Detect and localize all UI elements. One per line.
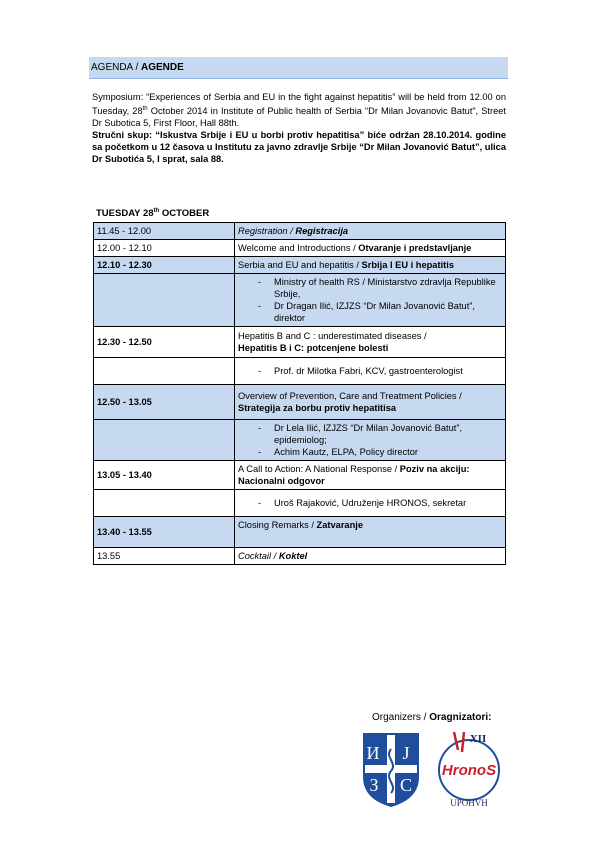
speaker-item: - Dr Lela Ilić, IZJZS “Dr Milan Jovanović Batut”, epidemiolog; bbox=[238, 422, 502, 446]
logo2-bottom-text: UPOHVH bbox=[450, 798, 488, 808]
time-cell-empty bbox=[94, 274, 235, 327]
time-cell: 12.50 - 13.05 bbox=[94, 385, 235, 420]
table-row bbox=[94, 461, 506, 490]
time-cell: 12.30 - 12.50 bbox=[94, 327, 235, 358]
session-cell: Registration / Registracija bbox=[235, 223, 506, 240]
table-row bbox=[94, 240, 506, 257]
speaker-item: - Dr Dragan Ilić, IZJZS “Dr Milan Jovanović Batut”, direktor bbox=[238, 300, 502, 324]
time-cell-empty bbox=[94, 420, 235, 461]
time-cell: 13.55 bbox=[94, 548, 235, 565]
organizers-label: Organizers / Oragnizatori: bbox=[372, 712, 492, 723]
session-cell: Hepatitis B and C : underestimated diseases / Hepatitis B i C: potcenjene bolesti bbox=[235, 327, 506, 358]
session-cell: Serbia and EU and hepatitis / Srbija I EU i hepatitis bbox=[235, 257, 506, 274]
intro-sr: Stručni skup: “Iskustva Srbije i EU u borbi protiv hepatitisa” biće održan 28.10.2014. godine sa početkom u 12 časova u Institutu za javno zdravlje Srbije “Dr Milan Jovanović Batut”, ulica Dr Subotića 5, I sprat, sala 88. bbox=[92, 130, 506, 165]
table-row bbox=[94, 420, 506, 461]
time-cell-empty bbox=[94, 490, 235, 517]
speakers-cell bbox=[235, 420, 506, 461]
izjzs-logo bbox=[359, 729, 423, 809]
table-row bbox=[94, 385, 506, 420]
hronos-logo bbox=[428, 728, 510, 810]
speaker-item: - Prof. dr Milotka Fabri, KCV, gastroenterologist bbox=[238, 365, 502, 377]
table-row bbox=[94, 517, 506, 548]
logo-letter: И bbox=[366, 743, 380, 763]
time-cell: 13.05 - 13.40 bbox=[94, 461, 235, 490]
logo-letter: Ј bbox=[402, 743, 410, 763]
logo-letter: З bbox=[369, 775, 379, 795]
speakers-cell bbox=[235, 358, 506, 385]
session-cell: Welcome and Introductions / Otvaranje i predstavljanje bbox=[235, 240, 506, 257]
session-cell: A Call to Action: A National Response / Poziv na akciju: Nacionalni odgovor bbox=[235, 461, 506, 490]
speaker-item: - Ministry of health RS / Ministarstvo zdravlja Republike Srbije, bbox=[238, 276, 502, 300]
time-cell: 12.10 - 12.30 bbox=[94, 257, 235, 274]
time-cell: 12.00 - 12.10 bbox=[94, 240, 235, 257]
time-cell: 13.40 - 13.55 bbox=[94, 517, 235, 548]
logo-letter: С bbox=[399, 775, 413, 795]
table-row bbox=[94, 274, 506, 327]
agenda-title-en: AGENDA / bbox=[91, 62, 142, 73]
logo2-name-text: HronoS bbox=[441, 762, 497, 779]
table-row bbox=[94, 223, 506, 240]
speakers-cell bbox=[235, 274, 506, 327]
speaker-item: - Uroš Rajaković, Udruženje HRONOS, sekretar bbox=[238, 497, 502, 509]
table-row bbox=[94, 358, 506, 385]
intro-text bbox=[92, 91, 506, 165]
agenda-title-sr: AGENDE bbox=[141, 62, 184, 73]
intro-en: Symposium: “Experiences of Serbia and EU in the fight against hepatitis” will be held from 12.00 on Tuesday, 28th October 2014 in Institute of Public health of Serbia “Dr Milan Jovanovic Batut”, Street Dr Subotica 5, First Floor, Hall 88th. bbox=[92, 92, 506, 129]
schedule-table bbox=[93, 222, 506, 565]
table-row bbox=[94, 257, 506, 274]
table-row bbox=[94, 548, 506, 565]
table-row bbox=[94, 327, 506, 358]
table-row bbox=[94, 490, 506, 517]
agenda-header bbox=[89, 57, 508, 79]
speaker-item: - Achim Kautz, ELPA, Policy director bbox=[238, 446, 502, 458]
speakers-cell bbox=[235, 490, 506, 517]
session-cell: Overview of Prevention, Care and Treatment Policies / Strategija za borbu protiv hepatitisa bbox=[235, 385, 506, 420]
day-title: TUESDAY 28th OCTOBER bbox=[96, 208, 210, 220]
session-cell: Closing Remarks / Zatvaranje bbox=[235, 517, 506, 548]
session-cell: Cocktail / Koktel bbox=[235, 548, 506, 565]
logo2-top-text: XII bbox=[469, 733, 487, 745]
time-cell-empty bbox=[94, 358, 235, 385]
time-cell: 11.45 - 12.00 bbox=[94, 223, 235, 240]
